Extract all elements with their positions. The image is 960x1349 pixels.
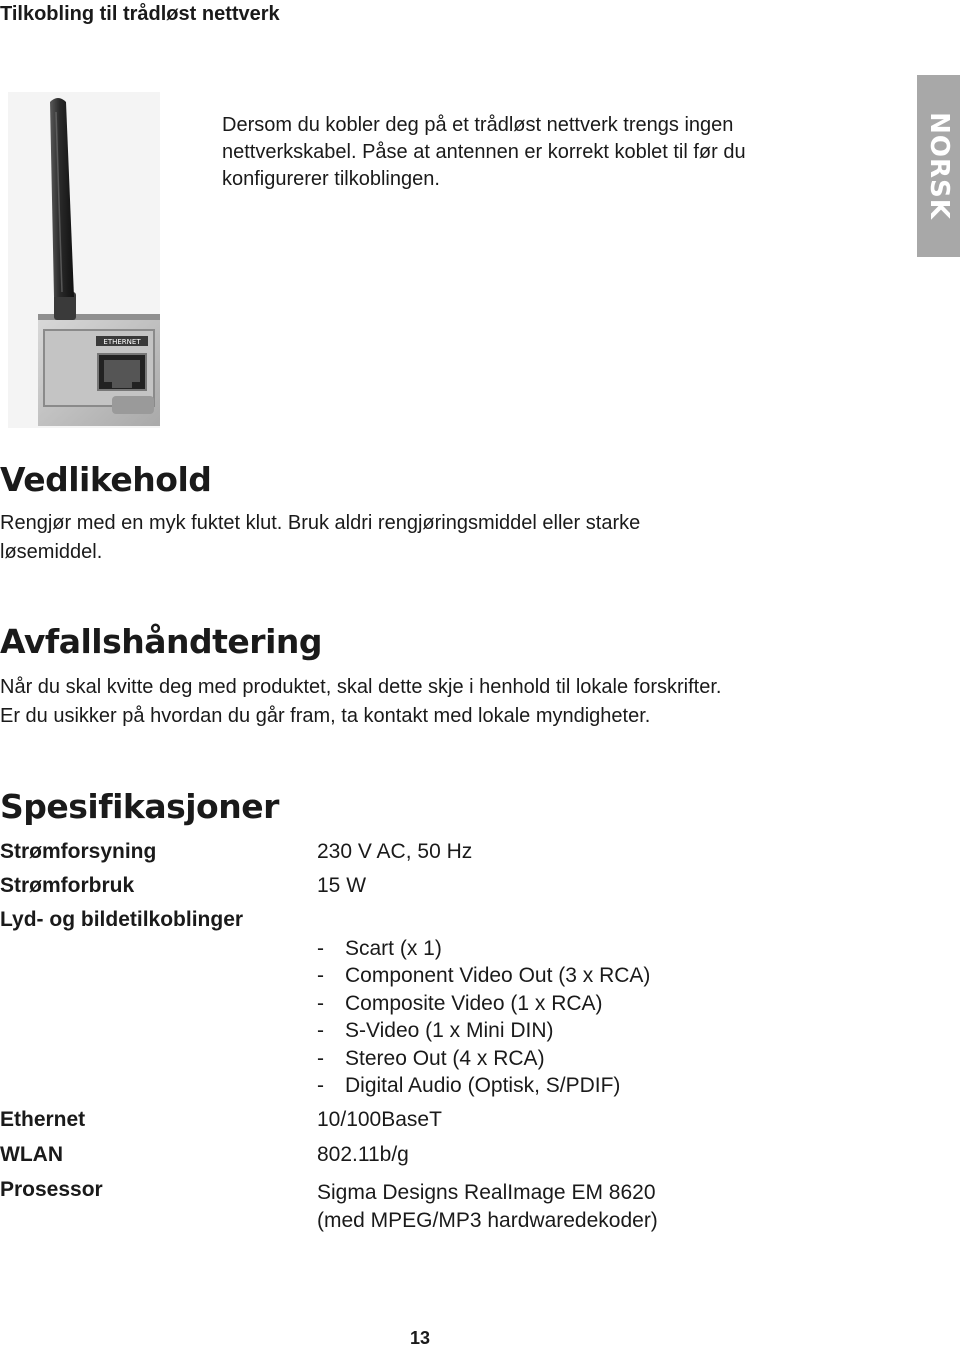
maintenance-line: løsemiddel.: [0, 541, 103, 563]
list-item-text: Scart (x 1): [345, 937, 442, 960]
language-tab-label: NORSK: [923, 112, 954, 220]
spec-label: Strømforsyning: [0, 840, 157, 863]
spec-value: 15 W: [317, 874, 367, 897]
list-item: [317, 1072, 650, 1099]
disposal-heading: Avfallshåndtering: [0, 622, 322, 661]
list-bullet: -: [317, 937, 324, 960]
list-item: [317, 1045, 650, 1072]
list-bullet: -: [317, 991, 324, 1015]
spec-label: Prosessor: [0, 1178, 103, 1201]
processor-value: [317, 1179, 658, 1235]
list-bullet: -: [317, 964, 324, 988]
list-item: [317, 990, 650, 1017]
section-header: Tilkobling til trådløst nettverk: [0, 3, 280, 25]
page-number: 13: [409, 1328, 431, 1348]
list-item: [317, 962, 650, 989]
list-item-text: Digital Audio (Optisk, S/PDIF): [345, 1074, 621, 1098]
spec-row-wlan: [0, 1143, 900, 1177]
spec-value: 802.11b/g: [317, 1143, 409, 1166]
intro-paragraph: [222, 112, 862, 193]
antenna-photo: [8, 92, 160, 428]
list-item: [317, 1017, 650, 1044]
maintenance-line: Rengjør med en myk fuktet klut. Bruk aldri rengjøringsmiddel eller starke: [0, 512, 641, 534]
spec-row-ethernet: [0, 1108, 900, 1142]
list-item-text: Composite Video (1 x RCA): [345, 991, 603, 1015]
spec-row-power-consumption: [0, 874, 900, 908]
list-item: [317, 935, 650, 962]
processor-line: (med MPEG/MP3 hardwaredekoder): [317, 1209, 658, 1232]
spec-row-power-supply: [0, 840, 900, 874]
specs-heading: Spesifikasjoner: [0, 787, 279, 826]
intro-line: Dersom du kobler deg på et trådløst nettverk trengs ingen: [222, 114, 734, 136]
maintenance-text: [0, 509, 900, 567]
list-item-text: S-Video (1 x Mini DIN): [345, 1019, 554, 1043]
spec-label: WLAN: [0, 1143, 63, 1166]
disposal-text: [0, 673, 900, 731]
list-bullet: -: [317, 1074, 324, 1098]
spec-label: Ethernet: [0, 1108, 86, 1131]
intro-line: konfigurerer tilkoblingen.: [222, 168, 440, 190]
language-tab: [917, 75, 960, 257]
spec-value: 10/100BaseT: [317, 1108, 442, 1131]
intro-line: nettverkskabel. Påse at antennen er korrekt koblet til før du: [222, 141, 746, 163]
spec-label: Lyd- og bildetilkoblinger: [0, 908, 244, 931]
list-bullet: -: [317, 1046, 324, 1070]
spec-label: Strømforbruk: [0, 874, 135, 897]
list-item-text: Stereo Out (4 x RCA): [345, 1046, 545, 1070]
antenna-illustration: [8, 92, 160, 428]
list-item-text: Component Video Out (3 x RCA): [345, 964, 651, 988]
processor-line: Sigma Designs RealImage EM 8620: [317, 1181, 656, 1204]
disposal-line: Når du skal kvitte deg med produktet, skal dette skje i henhold til lokale forskrifter.: [0, 676, 722, 698]
ethernet-port-label: ETHERNET: [103, 338, 141, 346]
maintenance-heading: Vedlikehold: [0, 460, 212, 499]
av-connections-list: [317, 935, 650, 1099]
spec-value: 230 V AC, 50 Hz: [317, 840, 473, 863]
list-bullet: -: [317, 1019, 324, 1043]
disposal-line: Er du usikker på hvordan du går fram, ta kontakt med lokale myndigheter.: [0, 705, 651, 727]
